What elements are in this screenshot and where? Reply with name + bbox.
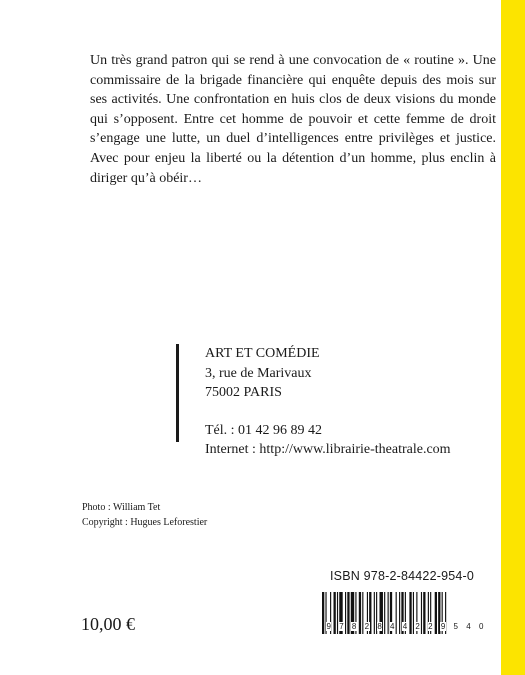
barcode-digit: 4 — [466, 622, 471, 631]
barcode-digit: 8 — [351, 622, 357, 631]
publisher-name: ART ET COMÉDIE — [205, 346, 320, 361]
barcode-digit: 2 — [364, 622, 370, 631]
barcode-digit: 0 — [478, 622, 484, 631]
barcode-digit: 4 — [390, 622, 395, 631]
price: 10,00 € — [81, 614, 135, 634]
publisher-city: 75002 PARIS — [205, 385, 282, 400]
barcode-digit: 2 — [428, 622, 433, 631]
spine-color-stripe — [501, 0, 525, 675]
photo-credit: Photo : William Tet — [82, 502, 161, 513]
publisher-website: Internet : http://www.librairie-theatrale.com — [205, 442, 451, 457]
publisher-address-block — [176, 344, 451, 457]
barcode-digit: 2 — [415, 622, 420, 631]
address-spacer — [205, 403, 451, 421]
barcode-digit: 9 — [326, 622, 331, 631]
back-cover-blurb: Un très grand patron qui se rend à une convocation de « routine ». Une commissaire de la brigade financière qui enquête depuis des mois sur ses activités. Une confrontation en huis clos de deux visions du monde qui s’opposent. Entre cet homme de pouvoir et cette femme de droit s’engage une lutte, un duel d’intelligences entre privilèges et justice. Avec pour enjeu la liberté ou la détention d’un homme, plus enclin à diriger qu’à obéir… — [90, 53, 496, 186]
publisher-street: 3, rue de Marivaux — [205, 365, 312, 381]
barcode-digit: 9 — [440, 622, 446, 631]
barcode-digits — [320, 622, 490, 631]
photo-credits — [82, 500, 207, 530]
barcode-digit: 5 — [453, 622, 458, 631]
barcode-digit: 7 — [339, 622, 344, 631]
copyright-credit: Copyright : Hugues Leforestier — [82, 517, 208, 528]
publisher-phone: Tél. : 01 42 96 89 42 — [205, 422, 323, 438]
barcode-digit: 8 — [377, 622, 382, 631]
barcode-digit: 4 — [402, 622, 408, 631]
isbn-label: ISBN 978-2-84422-954-0 — [330, 569, 475, 583]
